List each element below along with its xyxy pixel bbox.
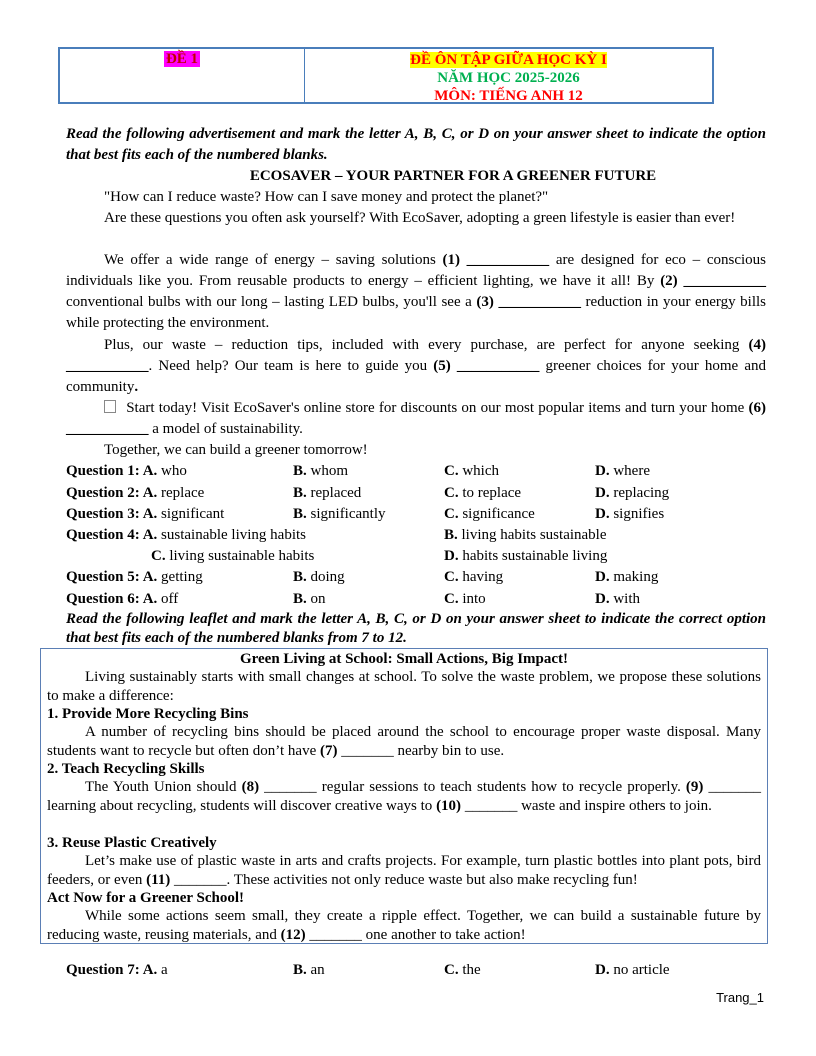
- school-year: NĂM HỌC 2025-2026: [437, 70, 580, 86]
- option-text: into: [458, 591, 486, 607]
- option-text: living sustainable habits: [165, 548, 315, 564]
- option-letter: C.: [444, 463, 459, 479]
- question-4: [66, 525, 766, 546]
- blank-11: (11): [146, 871, 171, 888]
- option-text: where: [609, 463, 650, 479]
- option-letter: A.: [142, 569, 158, 585]
- option-letter: C.: [444, 506, 459, 522]
- text: While some actions seem small, they create a ripple effect. Together, we can build a sustainable future by reducing waste, reusing materials, and: [47, 908, 761, 943]
- leaflet-title: Green Living at School: Small Actions, Big Impact!: [239, 651, 569, 667]
- text: _______. These activities not only reduce waste but also make recycling fun!: [170, 871, 638, 888]
- option-letter: B.: [293, 463, 307, 479]
- option-letter: B.: [293, 569, 307, 585]
- question-label: Question 2:: [66, 485, 143, 501]
- option-letter: D.: [595, 506, 610, 522]
- heading-3: 3. Reuse Plastic Creatively: [47, 835, 217, 851]
- checkbox-icon: [104, 400, 116, 413]
- option-text: replaced: [306, 485, 362, 501]
- option-letter: C.: [444, 569, 459, 585]
- text: A number of recycling bins should be placed around the school to encourage proper waste disposal. Many students want to recycle but often don’t have: [47, 724, 761, 759]
- text: _______ one another to take action!: [305, 926, 526, 943]
- leaflet-text-2: [47, 778, 761, 815]
- option-text: replacing: [609, 485, 670, 501]
- option-letter: A.: [142, 506, 158, 522]
- blank-9: (9): [685, 779, 704, 795]
- heading-2: 2. Teach Recycling Skills: [47, 761, 205, 777]
- leaflet-text-4: [47, 907, 761, 944]
- option-letter: B.: [293, 962, 307, 978]
- header-left-cell: [60, 49, 305, 102]
- text: Plus, our waste – reduction tips, included with every purchase, are perfect for anyone seeking: [104, 337, 749, 353]
- text: are designed for eco – conscious individuals like you. From reusable products to energy – efficient lighting, we have it all! By: [66, 252, 766, 289]
- option-letter: B.: [293, 591, 307, 607]
- option-letter: D.: [595, 485, 610, 501]
- question-7: [66, 960, 766, 981]
- option-text: who: [157, 463, 187, 479]
- blank-12: (12): [280, 926, 306, 943]
- option-text: getting: [157, 569, 203, 585]
- option-text: off: [157, 591, 179, 607]
- option-text: having: [458, 569, 504, 585]
- text: _______ waste and inspire others to join.: [461, 797, 712, 814]
- option-text: the: [458, 962, 481, 978]
- option-text: significantly: [306, 506, 386, 522]
- option-text: making: [609, 569, 659, 585]
- leaflet-intro: Living sustainably starts with small changes at school. To solve the waste problem, we propose these solutions to make a difference:: [47, 669, 761, 704]
- option-text: which: [458, 463, 500, 479]
- ad-paragraph-1: "How can I reduce waste? How can I save money and protect the planet?": [104, 189, 549, 205]
- question-label: Question 4:: [66, 527, 143, 543]
- text: conventional bulbs with our long – lasting LED bulbs, you'll see a: [66, 294, 477, 310]
- text: .: [134, 379, 139, 395]
- question-1: [66, 461, 766, 482]
- option-letter: D.: [595, 962, 610, 978]
- section2-instruction: Read the following leaflet and mark the letter A, B, C, or D on your answer sheet to indicate the correct option that best fits each of the numbered blanks from 7 to 12.: [66, 611, 766, 646]
- option-letter: B.: [293, 485, 307, 501]
- option-text: habits sustainable living: [458, 548, 608, 564]
- exam-number: ĐỀ 1: [165, 51, 199, 67]
- question-2: [66, 483, 766, 504]
- option-letter: C.: [444, 962, 459, 978]
- leaflet-text-3: [47, 852, 761, 889]
- blank-5: (5) ___________: [433, 358, 540, 374]
- question-label: Question 5:: [66, 569, 143, 585]
- option-letter: B.: [293, 506, 307, 522]
- option-text: to replace: [458, 485, 522, 501]
- ad-paragraph-6: Together, we can build a greener tomorrow!: [104, 442, 368, 458]
- option-text: significance: [458, 506, 535, 522]
- leaflet-text-1: [47, 723, 761, 760]
- option-letter: A.: [142, 463, 158, 479]
- blank-3: (3) ___________: [476, 294, 581, 310]
- section1-instruction: Read the following advertisement and mark the letter A, B, C, or D on your answer sheet to indicate the option that best fits each of the numbered blanks.: [66, 126, 766, 163]
- blank-4: (4) ___________: [66, 337, 766, 374]
- question-label: Question 7:: [66, 962, 143, 978]
- option-letter: D.: [595, 591, 610, 607]
- option-letter: B.: [444, 527, 458, 543]
- text: The Youth Union should: [85, 779, 242, 795]
- header-right-cell: [305, 49, 712, 102]
- blank-2: (2) ___________: [660, 273, 767, 289]
- question-4-cont: [66, 546, 766, 567]
- exam-title: ĐỀ ÔN TẬP GIỮA HỌC KỲ I: [410, 52, 607, 68]
- text: We offer a wide range of energy – saving solutions: [104, 252, 443, 268]
- ad-title: ECOSAVER – YOUR PARTNER FOR A GREENER FUTURE: [249, 168, 657, 184]
- text: Let’s make use of plastic waste in arts and crafts projects. For example, turn plastic bottles into plant pots, bird feeders, or even: [47, 853, 761, 888]
- question-label: Question 1:: [66, 463, 143, 479]
- option-text: an: [306, 962, 325, 978]
- text: Start today! Visit EcoSaver's online store for discounts on our most popular items and turn your home: [122, 400, 749, 416]
- option-text: a: [157, 962, 168, 978]
- blank-6: (6) ___________: [66, 400, 766, 437]
- question-6: [66, 589, 766, 610]
- option-text: signifies: [609, 506, 665, 522]
- text: reduction in your energy bills while protecting the environment.: [66, 294, 766, 331]
- option-letter: D.: [595, 569, 610, 585]
- text: a model of sustainability.: [148, 421, 303, 437]
- blank-8: (8): [241, 779, 260, 795]
- option-text: living habits sustainable: [457, 527, 607, 543]
- heading-4: Act Now for a Greener School!: [47, 890, 245, 906]
- option-text: whom: [306, 463, 349, 479]
- text: _______ nearby bin to use.: [337, 742, 505, 759]
- question-3: [66, 504, 766, 525]
- option-letter: D.: [444, 548, 459, 564]
- option-text: sustainable living habits: [157, 527, 307, 543]
- option-letter: A.: [142, 962, 158, 978]
- heading-1: 1. Provide More Recycling Bins: [47, 706, 249, 722]
- header-box: [58, 47, 714, 104]
- text: . Need help? Our team is here to guide you: [148, 358, 434, 374]
- option-letter: C.: [151, 548, 166, 564]
- ad-paragraph-3: [66, 250, 766, 334]
- ad-paragraph-4: [66, 335, 766, 398]
- option-letter: C.: [444, 485, 459, 501]
- ad-paragraph-2: Are these questions you often ask yourself? With EcoSaver, adopting a green lifestyle is easier than ever!: [104, 210, 736, 226]
- text: _______ learning about recycling, students will discover creative ways to: [47, 779, 761, 814]
- option-text: on: [306, 591, 326, 607]
- option-text: doing: [306, 569, 345, 585]
- option-letter: C.: [444, 591, 459, 607]
- option-letter: D.: [595, 463, 610, 479]
- ad-paragraph-5: [66, 398, 766, 440]
- text: _______ regular sessions to teach students how to recycle properly.: [259, 779, 686, 795]
- option-letter: A.: [142, 527, 158, 543]
- question-5: [66, 567, 766, 588]
- subject: MÔN: TIẾNG ANH 12: [434, 88, 583, 104]
- option-text: with: [609, 591, 641, 607]
- question-label: Question 6:: [66, 591, 143, 607]
- leaflet-box: [40, 648, 768, 944]
- page-number: Trang_1: [716, 990, 764, 1005]
- option-text: replace: [157, 485, 205, 501]
- option-text: significant: [157, 506, 225, 522]
- option-letter: A.: [142, 485, 158, 501]
- option-letter: A.: [142, 591, 158, 607]
- option-text: no article: [609, 962, 670, 978]
- blank-10: (10): [436, 797, 462, 814]
- question-label: Question 3:: [66, 506, 143, 522]
- blank-1: (1) ___________: [442, 252, 550, 268]
- text: greener choices for your home and community: [66, 358, 766, 395]
- blank-7: (7): [319, 742, 338, 759]
